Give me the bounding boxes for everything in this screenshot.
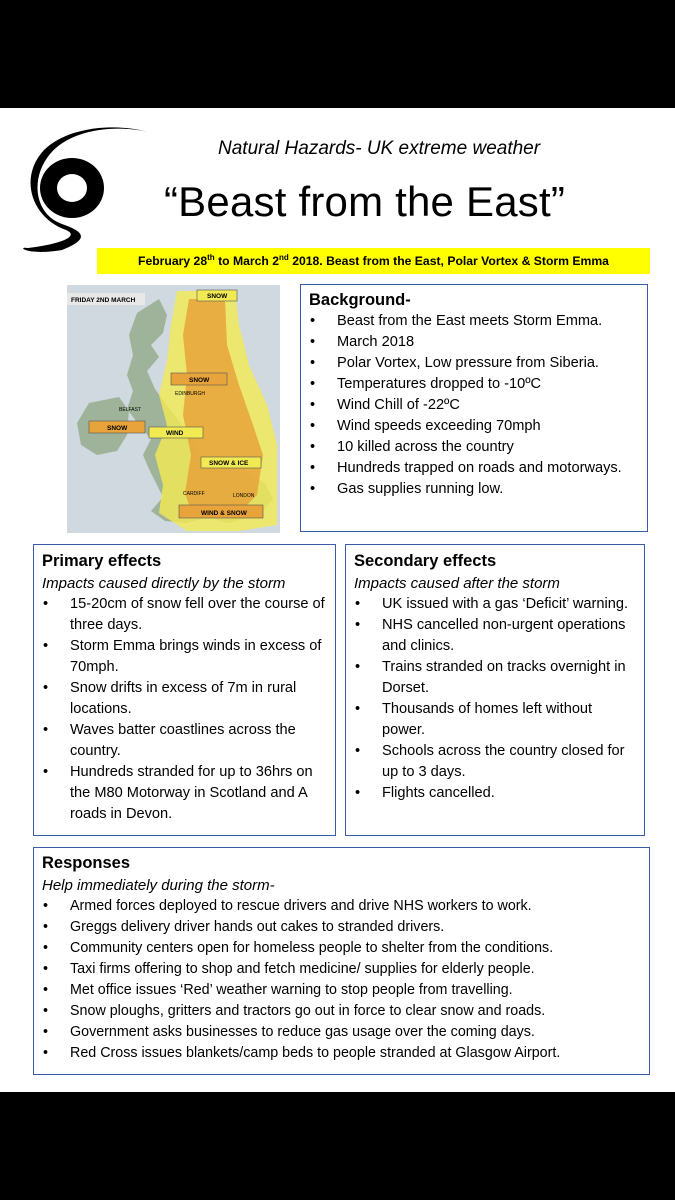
svg-text:SNOW: SNOW (189, 377, 210, 384)
list-item: • Thousands of homes left without power. (354, 699, 638, 741)
map-place-edinburgh: EDINBURGH (175, 391, 206, 397)
list-item: • 15-20cm of snow fell over the course of three days. (42, 594, 329, 636)
list-item: • UK issued with a gas ‘Deficit’ warning. (354, 594, 638, 615)
page-title: “Beast from the East” (164, 178, 566, 225)
background-list (309, 311, 641, 500)
list-item: • Polar Vortex, Low pressure from Siberia. (309, 353, 641, 374)
svg-text:WIND: WIND (166, 430, 184, 437)
responses-heading: Responses (42, 854, 131, 872)
list-item: • Greggs delivery driver hands out cakes to stranded drivers. (42, 917, 643, 938)
svg-text:SNOW: SNOW (207, 293, 228, 300)
svg-text:WIND & SNOW: WIND & SNOW (201, 510, 247, 517)
responses-subheading: Help immediately during the storm- (42, 877, 275, 894)
list-item: • Wind Chill of -22ºC (309, 395, 641, 416)
page-subtitle: Natural Hazards- UK extreme weather (218, 138, 541, 159)
list-item: • Armed forces deployed to rescue drivers and drive NHS workers to work. (42, 896, 643, 917)
list-item: • Temperatures dropped to -10ºC (309, 374, 641, 395)
map-place-cardiff: CARDIFF (183, 491, 205, 497)
list-item: • Snow ploughs, gritters and tractors go out in force to clear snow and roads. (42, 1001, 643, 1022)
weather-warning-map (67, 285, 280, 533)
list-item: • Waves batter coastlines across the country. (42, 720, 329, 762)
map-banner: FRIDAY 2ND MARCH (71, 297, 136, 304)
svg-text:SNOW: SNOW (107, 425, 128, 432)
list-item: • Met office issues ‘Red’ weather warning to stop people from travelling. (42, 980, 643, 1001)
list-item: • Wind speeds exceeding 70mph (309, 416, 641, 437)
list-item: • Taxi firms offering to shop and fetch medicine/ supplies for elderly people. (42, 959, 643, 980)
primary-subheading: Impacts caused directly by the storm (42, 575, 286, 592)
map-place-london: LONDON (233, 493, 255, 499)
list-item: • Red Cross issues blankets/camp beds to people stranded at Glasgow Airport. (42, 1043, 643, 1064)
hurricane-icon (22, 126, 150, 252)
map-label-snow-north (197, 290, 237, 301)
background-heading: Background- (309, 291, 411, 309)
date-banner: February 28th to March 2nd 2018. Beast from the East, Polar Vortex & Storm Emma (97, 248, 650, 274)
responses-box (33, 847, 650, 1075)
background-box (300, 284, 648, 532)
secondary-subheading: Impacts caused after the storm (354, 575, 560, 592)
primary-heading: Primary effects (42, 552, 162, 570)
primary-effects-box (33, 544, 336, 836)
list-item: • Gas supplies running low. (309, 479, 641, 500)
list-item: • Government asks businesses to reduce gas usage over the coming days. (42, 1022, 643, 1043)
list-item: • Hundreds trapped on roads and motorways. (309, 458, 641, 479)
list-item: • March 2018 (309, 332, 641, 353)
list-item: • NHS cancelled non-urgent operations and clinics. (354, 615, 638, 657)
list-item: • Flights cancelled. (354, 783, 638, 804)
list-item: • Hundreds stranded for up to 36hrs on the M80 Motorway in Scotland and A roads in Devon. (42, 762, 329, 825)
secondary-heading: Secondary effects (354, 552, 497, 570)
map-place-belfast: BELFAST (119, 407, 141, 413)
list-item: • 10 killed across the country (309, 437, 641, 458)
list-item: • Community centers open for homeless people to shelter from the conditions. (42, 938, 643, 959)
list-item: • Trains stranded on tracks overnight in Dorset. (354, 657, 638, 699)
secondary-list (354, 594, 638, 804)
list-item: • Snow drifts in excess of 7m in rural locations. (42, 678, 329, 720)
map-label-snow-scotland (171, 373, 227, 385)
worksheet-page (0, 108, 675, 1092)
map-label-wind-snow (179, 505, 263, 518)
list-item: • Storm Emma brings winds in excess of 70mph. (42, 636, 329, 678)
primary-list (42, 594, 329, 825)
svg-text:SNOW & ICE: SNOW & ICE (209, 460, 249, 467)
responses-list (42, 896, 643, 1064)
list-item: • Beast from the East meets Storm Emma. (309, 311, 641, 332)
list-item: • Schools across the country closed for up to 3 days. (354, 741, 638, 783)
map-label-snow-ireland (89, 421, 145, 433)
map-label-wind (149, 427, 203, 438)
secondary-effects-box (345, 544, 645, 836)
map-label-snow-ice (201, 457, 261, 468)
